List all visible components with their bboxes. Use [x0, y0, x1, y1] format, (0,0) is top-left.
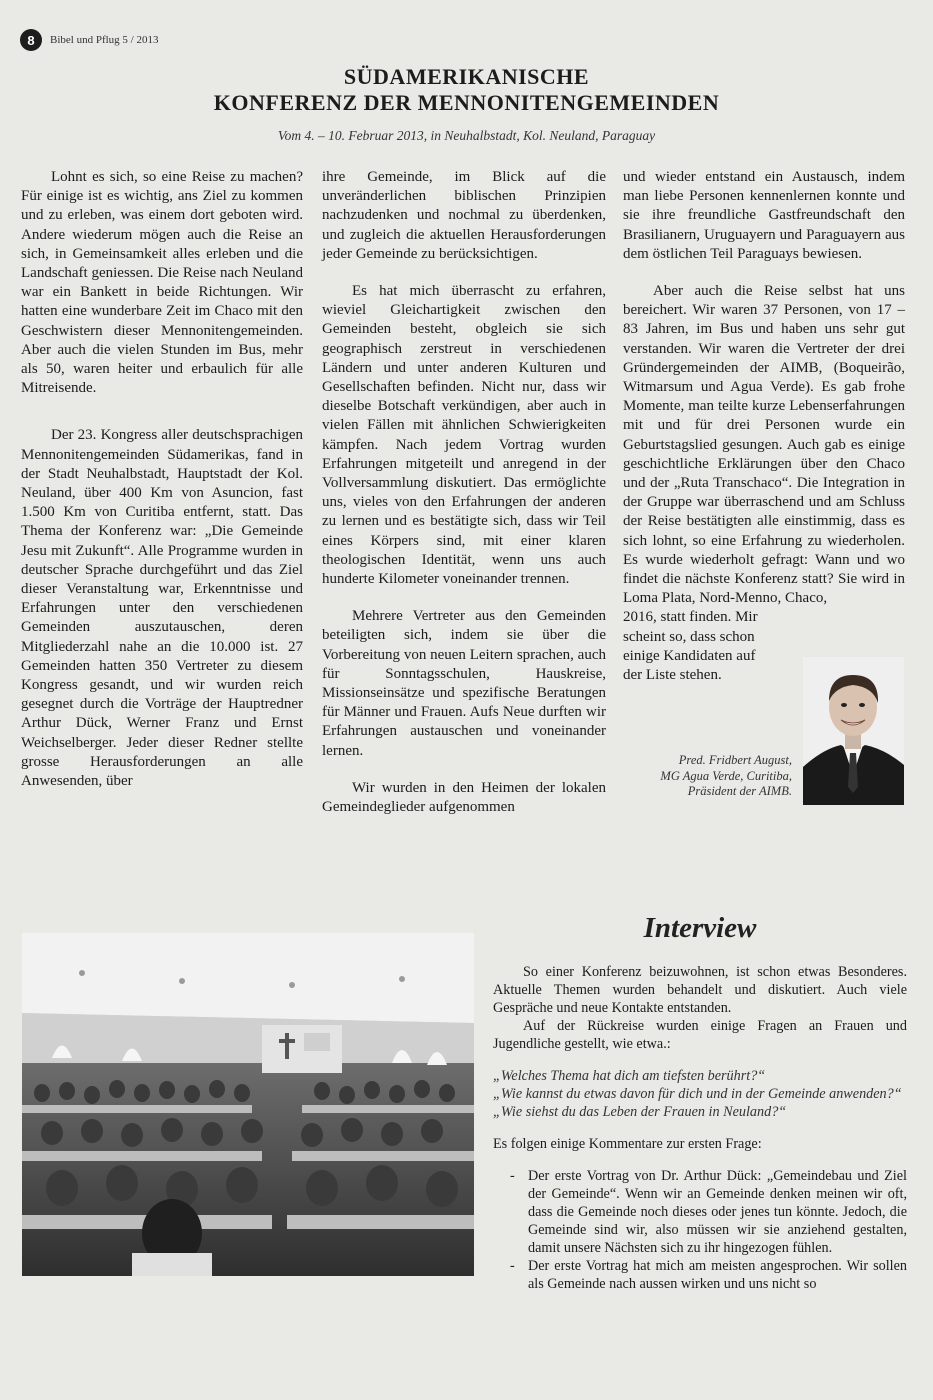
interview-heading: Interview	[643, 912, 757, 944]
article-column-3	[623, 168, 905, 685]
caption-line: Präsident der AIMB.	[687, 784, 792, 798]
running-head: Bibel und Pflug 5 / 2013	[50, 34, 159, 46]
article-title-line1: SÜDAMERIKANISCHE	[343, 64, 590, 89]
interview-questions	[493, 1067, 907, 1121]
article-subtitle: Vom 4. – 10. Februar 2013, in Neuhalbstadt, Kol. Neuland, Paraguay	[277, 128, 656, 143]
article-wrap-text	[623, 608, 795, 685]
article-paragraph: Mehrere Vertreter aus den Gemeinden beteiligten sich, indem sie über die Vorbereitung von neuen Leitern sprachen, auch für Sonntagsschulen, Hauskreise, Missionseinsätze und spezifische Beratungen für Männer und Frauen. Aufs Neue durften wir Erfahrungen austauschen und voneinander lernen.	[322, 608, 606, 759]
bullet-dash: -	[510, 1168, 515, 1184]
article-paragraph: und wieder entstand ein Austausch, indem man liebe Personen kennenlernen konnte und sie ihre freundliche Gastfreundschaft den Brasilianern, Uruguayern und Paraguayern aus dem östlichen Teil Paraguays bewiesen.	[623, 169, 905, 262]
article-paragraph: Es hat mich überrascht zu erfahren, wieviel Gleichartigkeit zwischen den Gemeinden besteht, obgleich sie sich geographisch zerstreut in verschiedenen Ländern und unter anderen Kulturen und Gesellschaften befinden. Nicht nur, dass wir dieselbe Botschaft verkündigen, aber auch in vielen Fällen mit ähnlichen Schwierigkeiten kämpfen. Nach jedem Vortrag wurden Erfahrungen mitgeteilt und anregend in der Vollversammlung diskutiert. Das ermöglichte uns, vieles von den Erfahrungen der anderen zu lernen und es bestätigte sich, dass wir Teil eines Körpers sind, mit einer klaren theologischen Identität, wenn uns auch hunderte Kilometer voneinander trennen.	[322, 283, 606, 588]
wrap-line: scheint so, dass schon	[623, 628, 755, 645]
interview-paragraph: Auf der Rückreise wurden einige Fragen an Frauen und Jugendliche gestellt, wie etwa.:	[493, 1018, 907, 1052]
article-paragraph: Lohnt es sich, so eine Reise zu machen? Für einige ist es wichtig, ans Ziel zu kommen und zu erleben, was einem dort geboten wird. Andere wiederum mögen auch die Reise an sich, in Gemeinsamkeit alles erleben und die Landschaft geniessen. Die Reise nach Neuland war ein Bankett in beide Richtungen. Wir hatten eine wunderbare Zeit im Chaco mit den Geschwistern dieser Mennonitengemeinden. Aber auch die vielen Stunden im Bus, mehr als 50, waren heiter und erbaulich für alle Mitreisende.	[21, 169, 303, 397]
comment-text: Der erste Vortrag von Dr. Arthur Dück: „Gemeindebau und Ziel der Gemeinde“. Wenn wir an Gemeinde denken meinen wir oft, dass die Gemeinde noch dieses oder jenes tun könnte. Jedoch, die Gemeinde sind wir, also müssen wir sie anziehend gestalten, damit unsere Nächsten sich zu ihr hingezogen fühlen.	[528, 1168, 907, 1256]
page-number-badge: 8	[20, 29, 42, 51]
caption-line: Pred. Fridbert August,	[678, 753, 792, 767]
caption-line: MG Agua Verde, Curitiba,	[660, 768, 792, 783]
question-item: „Welches Thema hat dich am tiefsten berührt?“	[493, 1068, 766, 1084]
wrap-line: der Liste stehen.	[623, 667, 722, 684]
wrap-line: einige Kandidaten auf	[623, 647, 756, 664]
comment-text: Der erste Vortrag hat mich am meisten angesprochen. Wir sollen als Gemeinde nach aussen wirken und uns nicht so	[528, 1258, 907, 1292]
conference-hall-illustration	[22, 933, 474, 1276]
author-portrait-photo	[803, 657, 904, 805]
article-paragraph: ihre Gemeinde, im Blick auf die unveränderlichen biblischen Prinzipien nachzudenken und nochmal zu überdenken, und zugleich die aktuellen Herausforderungen jeder Gemeinde zu berücksichtigen.	[322, 169, 606, 262]
interview-paragraph: So einer Konferenz beizuwohnen, ist schon etwas Besonderes. Aktuelle Themen wurden behandelt und diskutiert. Auch viele Gespräche und neue Kontakte entstanden.	[493, 964, 907, 1016]
article-title-line2: KONFERENZ DER MENNONITENGEMEINDEN	[213, 90, 720, 115]
comment-item	[493, 1167, 907, 1257]
portrait-illustration	[803, 657, 904, 805]
interview-section	[493, 963, 907, 1293]
article-column-1	[21, 168, 303, 809]
article-paragraph: Wir wurden in den Heimen der lokalen Gemeindeglieder aufgenommen	[322, 779, 606, 816]
comment-item	[493, 1257, 907, 1293]
page-header	[20, 28, 158, 52]
conference-hall-photo	[22, 933, 474, 1276]
article-paragraph: Aber auch die Reise selbst hat uns bereichert. Wir waren 37 Personen, von 17 – 83 Jahren, im Bus und haben uns sehr gut verstanden. Wir waren die Vertreter der drei Gründergemeinden der AIMB, (Boqueirão, Witmarsum und Agua Verde). Es gab frohe Momente, man teilte kurze Lebenserfahrungen mit und für drei Personen wurde ein Geburtstagslied gesungen. Auch gab es einige geschichtliche Erklärungen über den Chaco und der „Ruta Transchaco“. Die Integration in der Gruppe war überraschend und am Schluss der Reise bestätigten alle einstimmig, dass es sich lohnt, so eine Erfahrung zu wiederholen. Es wurde wiederholt gefragt: Wann und wo findet die nächste Konferenz statt? Sie wird in Loma Plata, Nord-Menno, Chaco,	[623, 283, 905, 607]
comment-list	[493, 1167, 907, 1293]
question-item: „Wie siehst du das Leben der Frauen in Neuland?“	[493, 1104, 787, 1120]
question-item: „Wie kannst du etwas davon für dich und in der Gemeinde anwenden?“	[493, 1086, 902, 1102]
article-column-2	[322, 168, 606, 835]
bullet-dash: -	[510, 1258, 515, 1274]
wrap-line: 2016, statt finden. Mir	[623, 609, 758, 626]
article-paragraph: Der 23. Kongress aller deutschsprachigen Mennonitengemeinden Südamerikas, fand in der Stadt Neuhalbstadt, Hauptstadt der Kol. Neuland, über 400 Km von Asuncion, fast 1.500 Km von Curitiba entfernt, statt. Das Thema der Konferenz war: „Die Gemeinde Jesu mit Zukunft“. Alle Programme wurden in deutscher Sprache durchgeführt und das Ziel dieser Veranstaltung war, Erkenntnisse und Erfahrungen unter den verschiedenen Gemeinden auszutauschen, deren Mitgliederzahl nahe an die 10.000 ist. 27 Gemeinden hatten 350 Vertreter zu diesem Kongress gesandt, und wir wurden reich gesegnet durch die Vorträge der Hauptredner Arthur Dück, Werner Franz und Ernst Weichselberger. Jeder dieser Redner stellte grosse Herausforderungen an alle Anwesenden, über	[21, 427, 303, 790]
interview-paragraph: Es folgen einige Kommentare zur ersten Frage:	[493, 1136, 762, 1152]
portrait-caption	[612, 753, 792, 800]
